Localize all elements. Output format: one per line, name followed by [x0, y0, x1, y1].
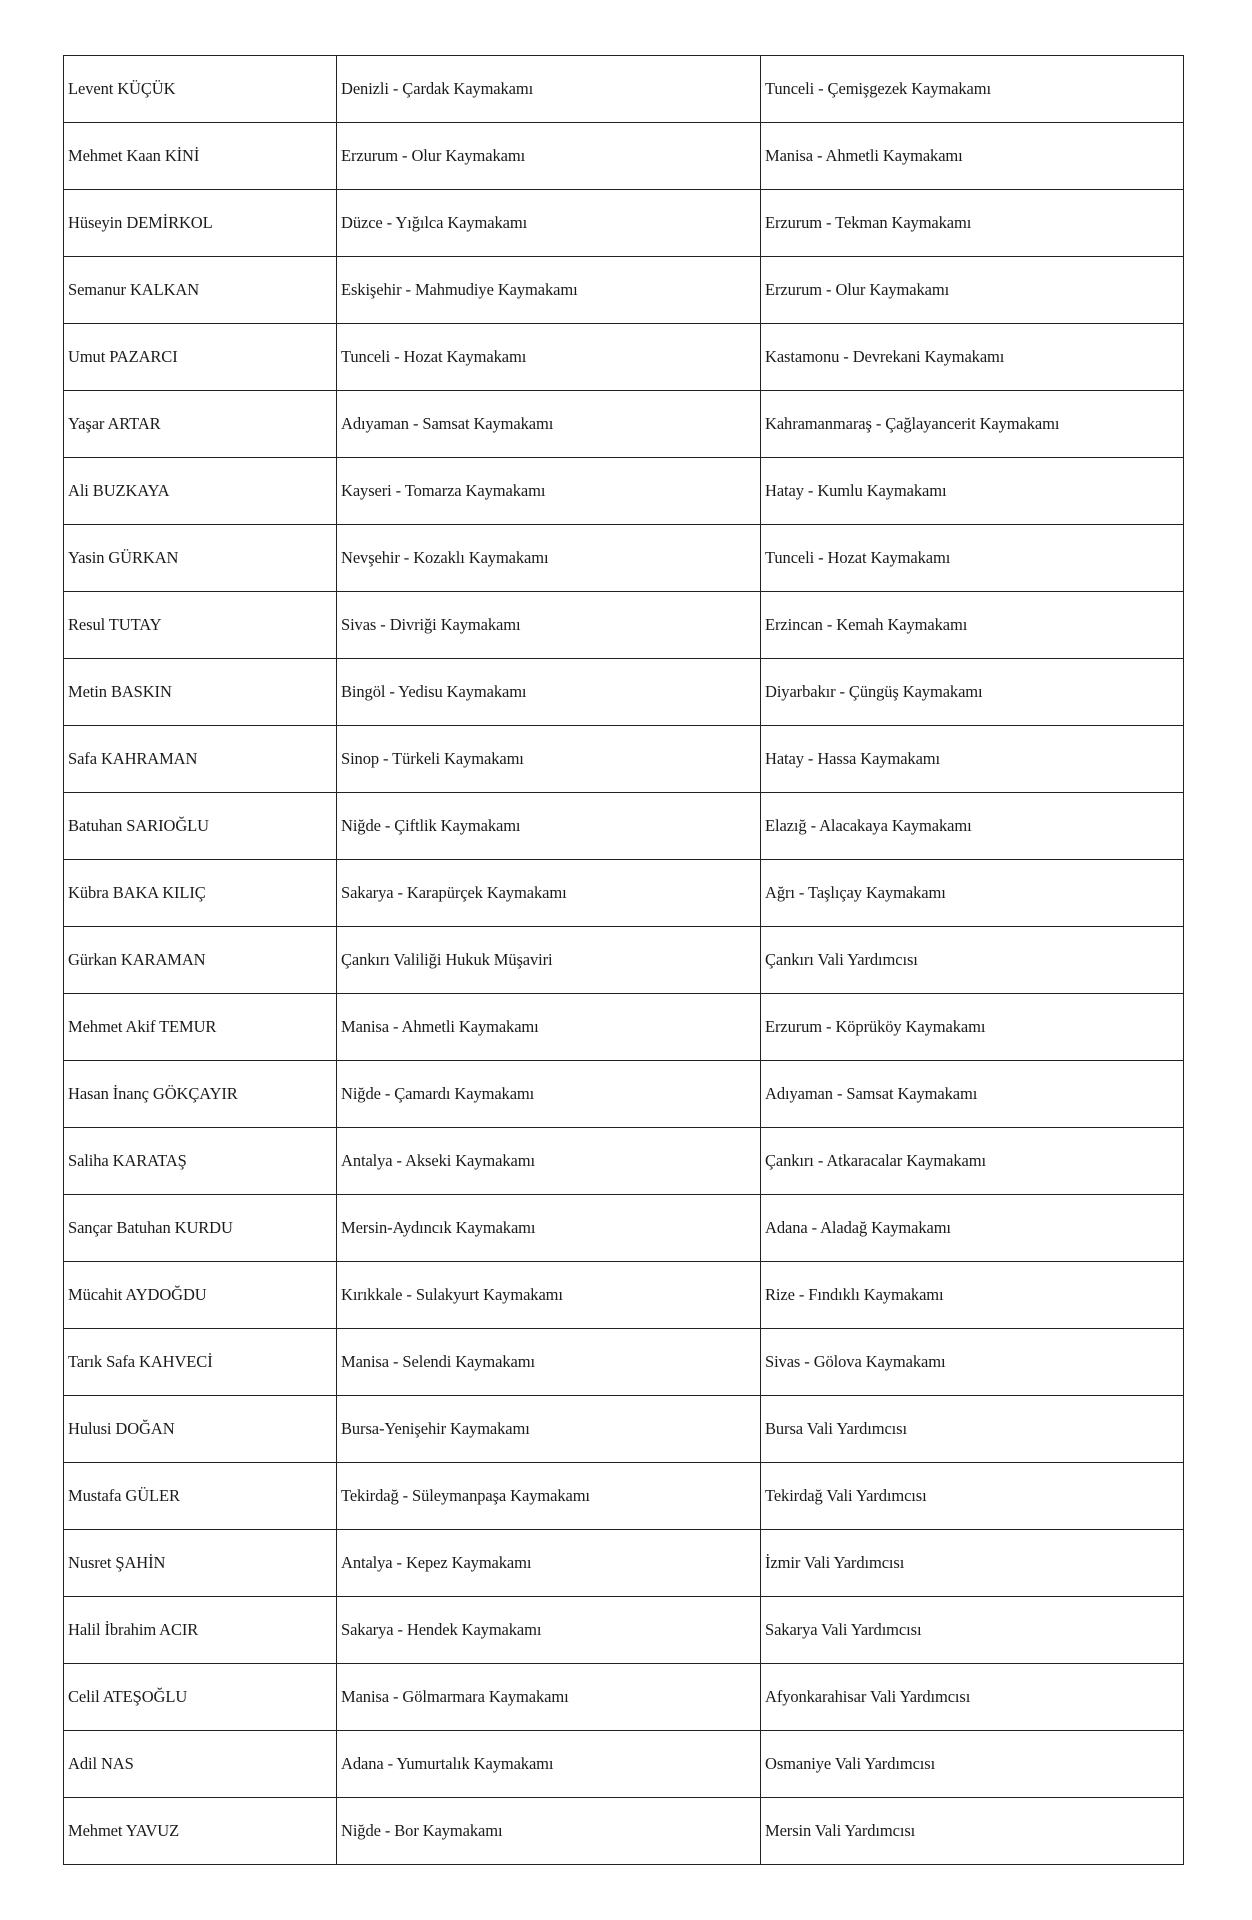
assignment-table	[63, 55, 1184, 1865]
new-post-cell: Çankırı - Atkaracalar Kaymakamı	[761, 1128, 1184, 1195]
table-row	[64, 927, 1184, 994]
new-post-cell: Kastamonu - Devrekani Kaymakamı	[761, 324, 1184, 391]
current-post-cell: Sinop - Türkeli Kaymakamı	[337, 726, 761, 793]
table-row	[64, 994, 1184, 1061]
official-name-cell: Yasin GÜRKAN	[64, 525, 337, 592]
new-post-cell: Bursa Vali Yardımcısı	[761, 1396, 1184, 1463]
new-post-cell: Tunceli - Çemişgezek Kaymakamı	[761, 56, 1184, 123]
new-post-cell: Erzurum - Olur Kaymakamı	[761, 257, 1184, 324]
current-post-cell: Bingöl - Yedisu Kaymakamı	[337, 659, 761, 726]
new-post-cell: Erzurum - Köprüköy Kaymakamı	[761, 994, 1184, 1061]
table-row	[64, 324, 1184, 391]
official-name-cell: Saliha KARATAŞ	[64, 1128, 337, 1195]
official-name-cell: Gürkan KARAMAN	[64, 927, 337, 994]
table-row	[64, 123, 1184, 190]
current-post-cell: Kırıkkale - Sulakyurt Kaymakamı	[337, 1262, 761, 1329]
table-row	[64, 1731, 1184, 1798]
new-post-cell: Adıyaman - Samsat Kaymakamı	[761, 1061, 1184, 1128]
table-row	[64, 391, 1184, 458]
current-post-cell: Mersin-Aydıncık Kaymakamı	[337, 1195, 761, 1262]
table-row	[64, 1664, 1184, 1731]
official-name-cell: Metin BASKIN	[64, 659, 337, 726]
table-row	[64, 726, 1184, 793]
table-row	[64, 1262, 1184, 1329]
new-post-cell: Hatay - Hassa Kaymakamı	[761, 726, 1184, 793]
table-row	[64, 190, 1184, 257]
official-name-cell: Mehmet YAVUZ	[64, 1798, 337, 1865]
new-post-cell: Ağrı - Taşlıçay Kaymakamı	[761, 860, 1184, 927]
official-name-cell: Hasan İnanç GÖKÇAYIR	[64, 1061, 337, 1128]
table-row	[64, 458, 1184, 525]
new-post-cell: Manisa - Ahmetli Kaymakamı	[761, 123, 1184, 190]
current-post-cell: Adıyaman - Samsat Kaymakamı	[337, 391, 761, 458]
table-row	[64, 525, 1184, 592]
current-post-cell: Erzurum - Olur Kaymakamı	[337, 123, 761, 190]
official-name-cell: Mücahit AYDOĞDU	[64, 1262, 337, 1329]
new-post-cell: Çankırı Vali Yardımcısı	[761, 927, 1184, 994]
official-name-cell: Ali BUZKAYA	[64, 458, 337, 525]
official-name-cell: Batuhan SARIOĞLU	[64, 793, 337, 860]
official-name-cell: Celil ATEŞOĞLU	[64, 1664, 337, 1731]
new-post-cell: İzmir Vali Yardımcısı	[761, 1530, 1184, 1597]
current-post-cell: Manisa - Selendi Kaymakamı	[337, 1329, 761, 1396]
table-row	[64, 1061, 1184, 1128]
official-name-cell: Safa KAHRAMAN	[64, 726, 337, 793]
table-row	[64, 860, 1184, 927]
current-post-cell: Eskişehir - Mahmudiye Kaymakamı	[337, 257, 761, 324]
new-post-cell: Erzurum - Tekman Kaymakamı	[761, 190, 1184, 257]
official-name-cell: Halil İbrahim ACIR	[64, 1597, 337, 1664]
new-post-cell: Sakarya Vali Yardımcısı	[761, 1597, 1184, 1664]
table-row	[64, 257, 1184, 324]
official-name-cell: Mehmet Akif TEMUR	[64, 994, 337, 1061]
table-row	[64, 56, 1184, 123]
table-row	[64, 1396, 1184, 1463]
official-name-cell: Nusret ŞAHİN	[64, 1530, 337, 1597]
current-post-cell: Çankırı Valiliği Hukuk Müşaviri	[337, 927, 761, 994]
official-name-cell: Semanur KALKAN	[64, 257, 337, 324]
official-name-cell: Sançar Batuhan KURDU	[64, 1195, 337, 1262]
official-name-cell: Levent KÜÇÜK	[64, 56, 337, 123]
new-post-cell: Adana - Aladağ Kaymakamı	[761, 1195, 1184, 1262]
new-post-cell: Rize - Fındıklı Kaymakamı	[761, 1262, 1184, 1329]
current-post-cell: Sakarya - Hendek Kaymakamı	[337, 1597, 761, 1664]
official-name-cell: Adil NAS	[64, 1731, 337, 1798]
current-post-cell: Bursa-Yenişehir Kaymakamı	[337, 1396, 761, 1463]
current-post-cell: Nevşehir - Kozaklı Kaymakamı	[337, 525, 761, 592]
official-name-cell: Umut PAZARCI	[64, 324, 337, 391]
new-post-cell: Diyarbakır - Çüngüş Kaymakamı	[761, 659, 1184, 726]
table-row	[64, 1798, 1184, 1865]
current-post-cell: Tunceli - Hozat Kaymakamı	[337, 324, 761, 391]
official-name-cell: Yaşar ARTAR	[64, 391, 337, 458]
official-name-cell: Hulusi DOĞAN	[64, 1396, 337, 1463]
current-post-cell: Düzce - Yığılca Kaymakamı	[337, 190, 761, 257]
current-post-cell: Adana - Yumurtalık Kaymakamı	[337, 1731, 761, 1798]
new-post-cell: Sivas - Gölova Kaymakamı	[761, 1329, 1184, 1396]
official-name-cell: Tarık Safa KAHVECİ	[64, 1329, 337, 1396]
current-post-cell: Manisa - Ahmetli Kaymakamı	[337, 994, 761, 1061]
official-name-cell: Kübra BAKA KILIÇ	[64, 860, 337, 927]
official-name-cell: Mehmet Kaan KİNİ	[64, 123, 337, 190]
table-row	[64, 1128, 1184, 1195]
new-post-cell: Tunceli - Hozat Kaymakamı	[761, 525, 1184, 592]
new-post-cell: Elazığ - Alacakaya Kaymakamı	[761, 793, 1184, 860]
current-post-cell: Niğde - Çamardı Kaymakamı	[337, 1061, 761, 1128]
current-post-cell: Antalya - Kepez Kaymakamı	[337, 1530, 761, 1597]
official-name-cell: Resul TUTAY	[64, 592, 337, 659]
current-post-cell: Antalya - Akseki Kaymakamı	[337, 1128, 761, 1195]
current-post-cell: Niğde - Çiftlik Kaymakamı	[337, 793, 761, 860]
current-post-cell: Sakarya - Karapürçek Kaymakamı	[337, 860, 761, 927]
current-post-cell: Niğde - Bor Kaymakamı	[337, 1798, 761, 1865]
table-row	[64, 1597, 1184, 1664]
new-post-cell: Kahramanmaraş - Çağlayancerit Kaymakamı	[761, 391, 1184, 458]
current-post-cell: Manisa - Gölmarmara Kaymakamı	[337, 1664, 761, 1731]
new-post-cell: Hatay - Kumlu Kaymakamı	[761, 458, 1184, 525]
table-row	[64, 1530, 1184, 1597]
new-post-cell: Afyonkarahisar Vali Yardımcısı	[761, 1664, 1184, 1731]
table-row	[64, 1463, 1184, 1530]
new-post-cell: Erzincan - Kemah Kaymakamı	[761, 592, 1184, 659]
official-name-cell: Mustafa GÜLER	[64, 1463, 337, 1530]
table-row	[64, 1329, 1184, 1396]
official-name-cell: Hüseyin DEMİRKOL	[64, 190, 337, 257]
current-post-cell: Tekirdağ - Süleymanpaşa Kaymakamı	[337, 1463, 761, 1530]
table-row	[64, 793, 1184, 860]
current-post-cell: Kayseri - Tomarza Kaymakamı	[337, 458, 761, 525]
new-post-cell: Osmaniye Vali Yardımcısı	[761, 1731, 1184, 1798]
current-post-cell: Denizli - Çardak Kaymakamı	[337, 56, 761, 123]
table-row	[64, 592, 1184, 659]
new-post-cell: Tekirdağ Vali Yardımcısı	[761, 1463, 1184, 1530]
new-post-cell: Mersin Vali Yardımcısı	[761, 1798, 1184, 1865]
table-row	[64, 1195, 1184, 1262]
assignment-table-body	[64, 56, 1184, 1865]
current-post-cell: Sivas - Divriği Kaymakamı	[337, 592, 761, 659]
table-row	[64, 659, 1184, 726]
